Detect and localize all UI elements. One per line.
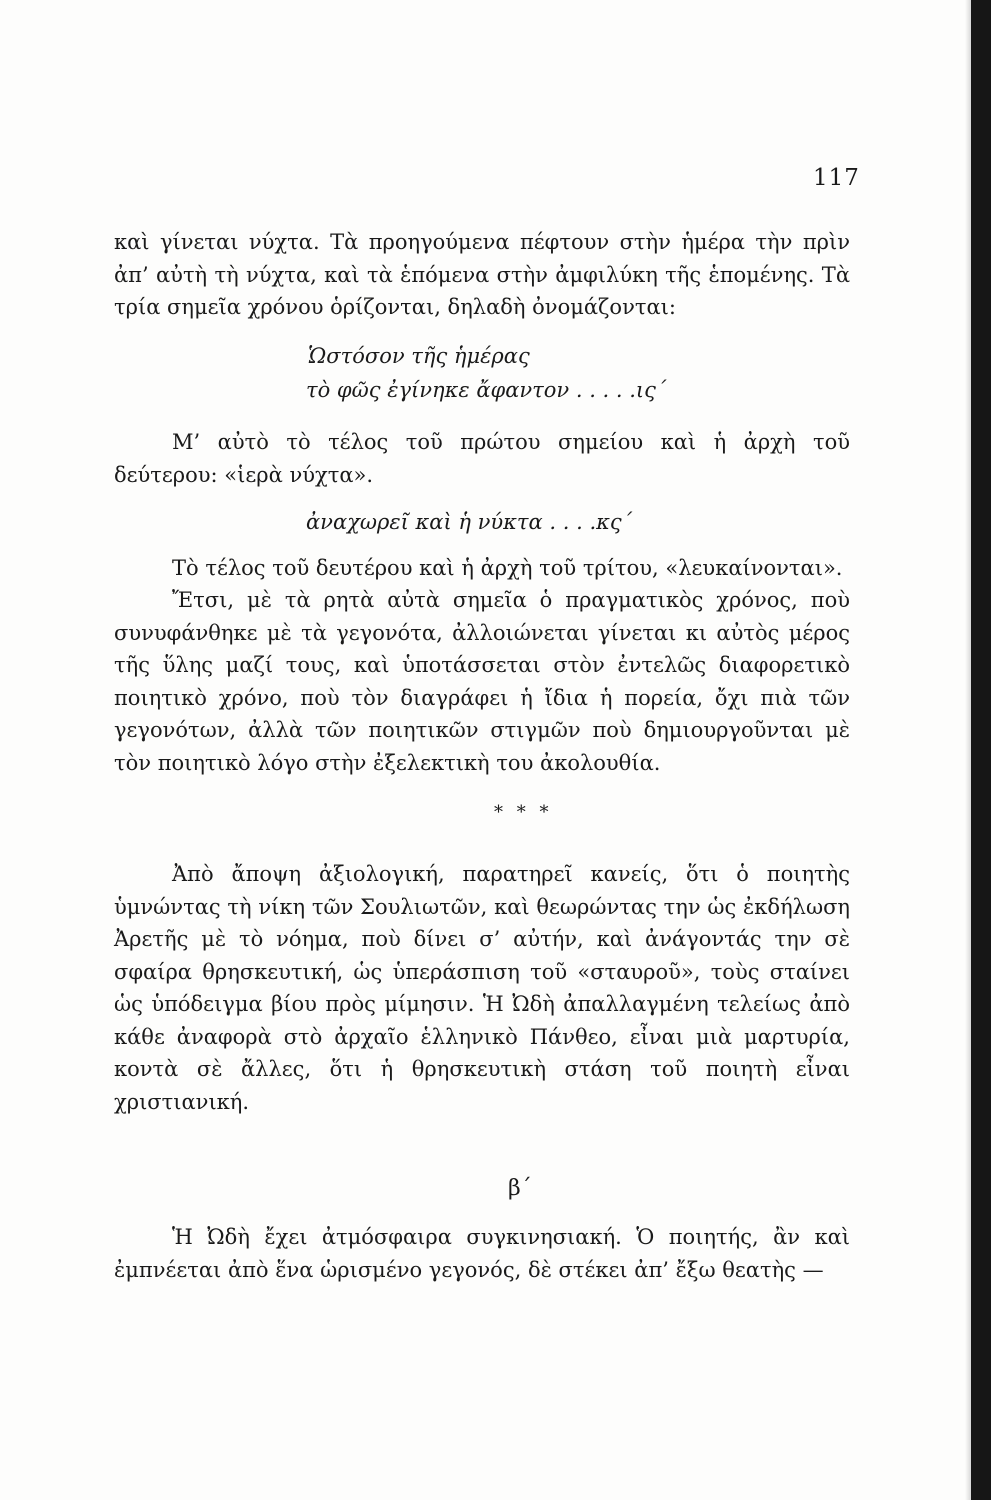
verse-1-line-2: τὸ φῶς ἐγίνηκε ἄφαντον . . . . .ις΄: [306, 378, 667, 402]
page-number: 117: [813, 165, 860, 191]
section-label: β΄: [508, 1176, 532, 1201]
verse-1-line-1: Ὡστόσον τῆς ἡμέρας: [308, 344, 530, 368]
paragraph-1: καὶ γίνεται νύχτα. Τὰ προηγούμενα πέφτουν στὴν ἡμέρα τὴν πρὶν ἀπ’ αὐτὴ τὴ νύχτα, καὶ τὰ ἑπόμενα στὴν ἀμφιλύκη τῆς ἑπομένης. Τὰ τρία σημεῖα χρόνου ὁρίζονται, δηλαδὴ ὀνομάζονται:: [114, 230, 850, 319]
section-separator: * * *: [494, 802, 553, 823]
page-edge-border: [971, 0, 991, 1500]
verse-2: ἀναχωρεῖ καὶ ἡ νύκτα . . . .κς΄: [306, 510, 633, 534]
paragraph-3: Τὸ τέλος τοῦ δευτέρου καὶ ἡ ἀρχὴ τοῦ τρίτου, «λευκαίνονται».: [172, 556, 843, 580]
paragraph-4: Ἔτσι, μὲ τὰ ρητὰ αὐτὰ σημεῖα ὁ πραγματικὸς χρόνος, ποὺ συνυφάνθηκε μὲ τὰ γεγονότα, ἀλλοιώνεται γίνεται κι αὐτὸς μέρος τῆς ὕλης μαζί τους, καὶ ὑποτάσσεται στὸν ἐντελῶς διαφορετικὸ ποιητικὸ χρόνο, ποὺ τὸν διαγράφει ἡ ἴδια ἡ πορεία, ὄχι πιὰ τῶν γεγονότων, ἀλλὰ τῶν ποιητικῶν στιγμῶν ποὺ δημιουργοῦνται μὲ τὸν ποιητικὸ λόγο στὴν ἐξελεκτικὴ του ἀκολουθία.: [114, 588, 850, 775]
paragraph-2: Μ’ αὐτὸ τὸ τέλος τοῦ πρώτου σημείου καὶ ἡ ἀρχὴ τοῦ δεύτερου: «ἱερὰ νύχτα».: [114, 430, 850, 487]
paragraph-6: Ἡ Ὠδὴ ἔχει ἀτμόσφαιρα συγκινησιακή. Ὁ ποιητής, ἂν καὶ ἐμπνέεται ἀπὸ ἕνα ὡρισμένο γεγονός, δὲ στέκει ἀπ’ ἔξω θεατὴς —: [114, 1225, 850, 1282]
paragraph-5: Ἀπὸ ἄποψη ἀξιολογική, παρατηρεῖ κανείς, ὅτι ὁ ποιητὴς ὑμνώντας τὴ νίκη τῶν Σουλιωτῶν, καὶ θεωρώντας την ὡς ἐκδήλωση Ἀρετῆς μὲ τὸ νόημα, ποὺ δίνει σ’ αὐτήν, καὶ ἀνάγοντάς την σὲ σφαίρα θρησκευτική, ὡς ὑπεράσπιση τοῦ «σταυροῦ», τοὺς σταίνει ὡς ὑπόδειγμα βίου πρὸς μίμησιν. Ἡ Ὠδὴ ἀπαλλαγμένη τελείως ἀπὸ κάθε ἀναφορὰ στὸ ἀρχαῖο ἑλληνικὸ Πάνθεο, εἶναι μιὰ μαρτυρία, κοντὰ σὲ ἄλλες, ὅτι ἡ θρησκευτικὴ στάση τοῦ ποιητὴ εἶναι χριστιανική.: [114, 862, 850, 1114]
